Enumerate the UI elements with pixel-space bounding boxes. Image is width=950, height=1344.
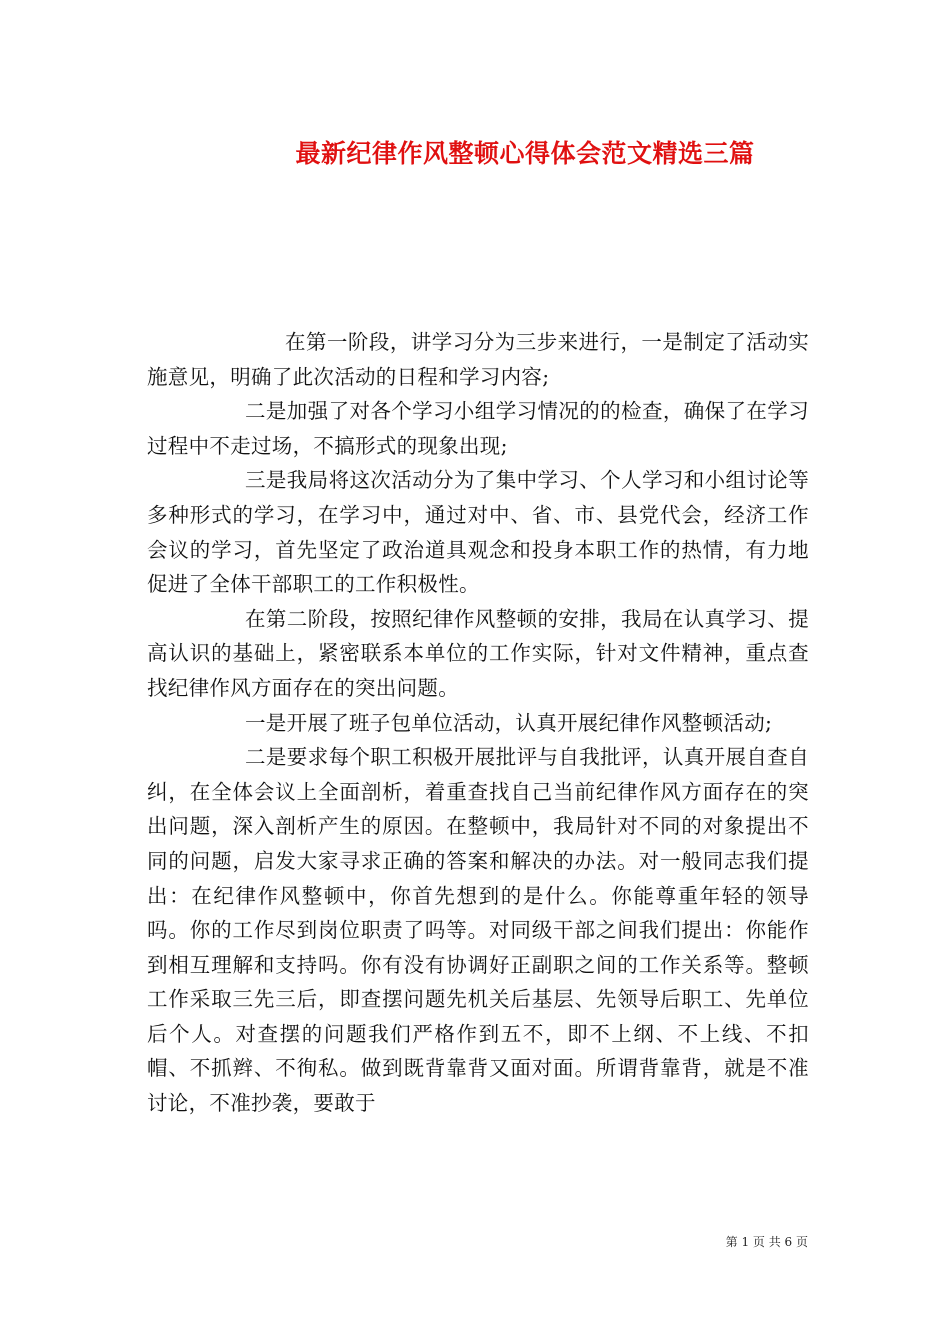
paragraph: 三是我局将这次活动分为了集中学习、个人学习和小组讨论等多种形式的学习，在学习中，通过对中、省、市、县党代会，经济工作会议的学习，首先坚定了政治道具观念和投身本职工作的热情，有力地促进了全体干部职工的工作积极性。: [147, 468, 809, 597]
document-title: 最新纪律作风整顿心得体会范文精选三篇: [295, 139, 755, 168]
paragraph: 一是开展了班子包单位活动，认真开展纪律作风整顿活动;: [245, 710, 773, 735]
paragraph: 二是要求每个职工积极开展批评与自我批评，认真开展自查自纠，在全体会议上全面剖析，着重查找自己当前纪律作风方面存在的突出问题，深入剖析产生的原因。在整顿中，我局针对不同的对象提出不同的问题，启发大家寻求正确的答案和解决的办法。对一般同志我们提出：在纪律作风整顿中，你首先想到的是什么。你能尊重年轻的领导吗。你的工作尽到岗位职责了吗等。对同级干部之间我们提出：你能作到相互理解和支持吗。你有没有协调好正副职之间的工作关系等。整顿工作采取三先三后，即查摆问题先机关后基层、先领导后职工、先单位后个人。对查摆的问题我们严格作到五不，即不上纲、不上线、不扣帽、不抓辫、不徇私。做到既背靠背又面对面。所谓背靠背，就是不准讨论，不准抄袭，要敢于: [147, 745, 809, 1116]
paragraph: 在第一阶段，讲学习分为三步来进行，一是制定了活动实施意见，明确了此次活动的日程和学习内容;: [147, 330, 809, 389]
paragraph: 在第二阶段，按照纪律作风整顿的安排，我局在认真学习、提高认识的基础上，紧密联系本单位的工作实际，针对文件精神，重点查找纪律作风方面存在的突出问题。: [147, 606, 809, 700]
paragraph: 二是加强了对各个学习小组学习情况的的检查，确保了在学习过程中不走过场，不搞形式的现象出现;: [147, 399, 809, 458]
document-body: [147, 325, 809, 1121]
page-number-footer: 第 1 页 共 6 页: [725, 1235, 808, 1249]
